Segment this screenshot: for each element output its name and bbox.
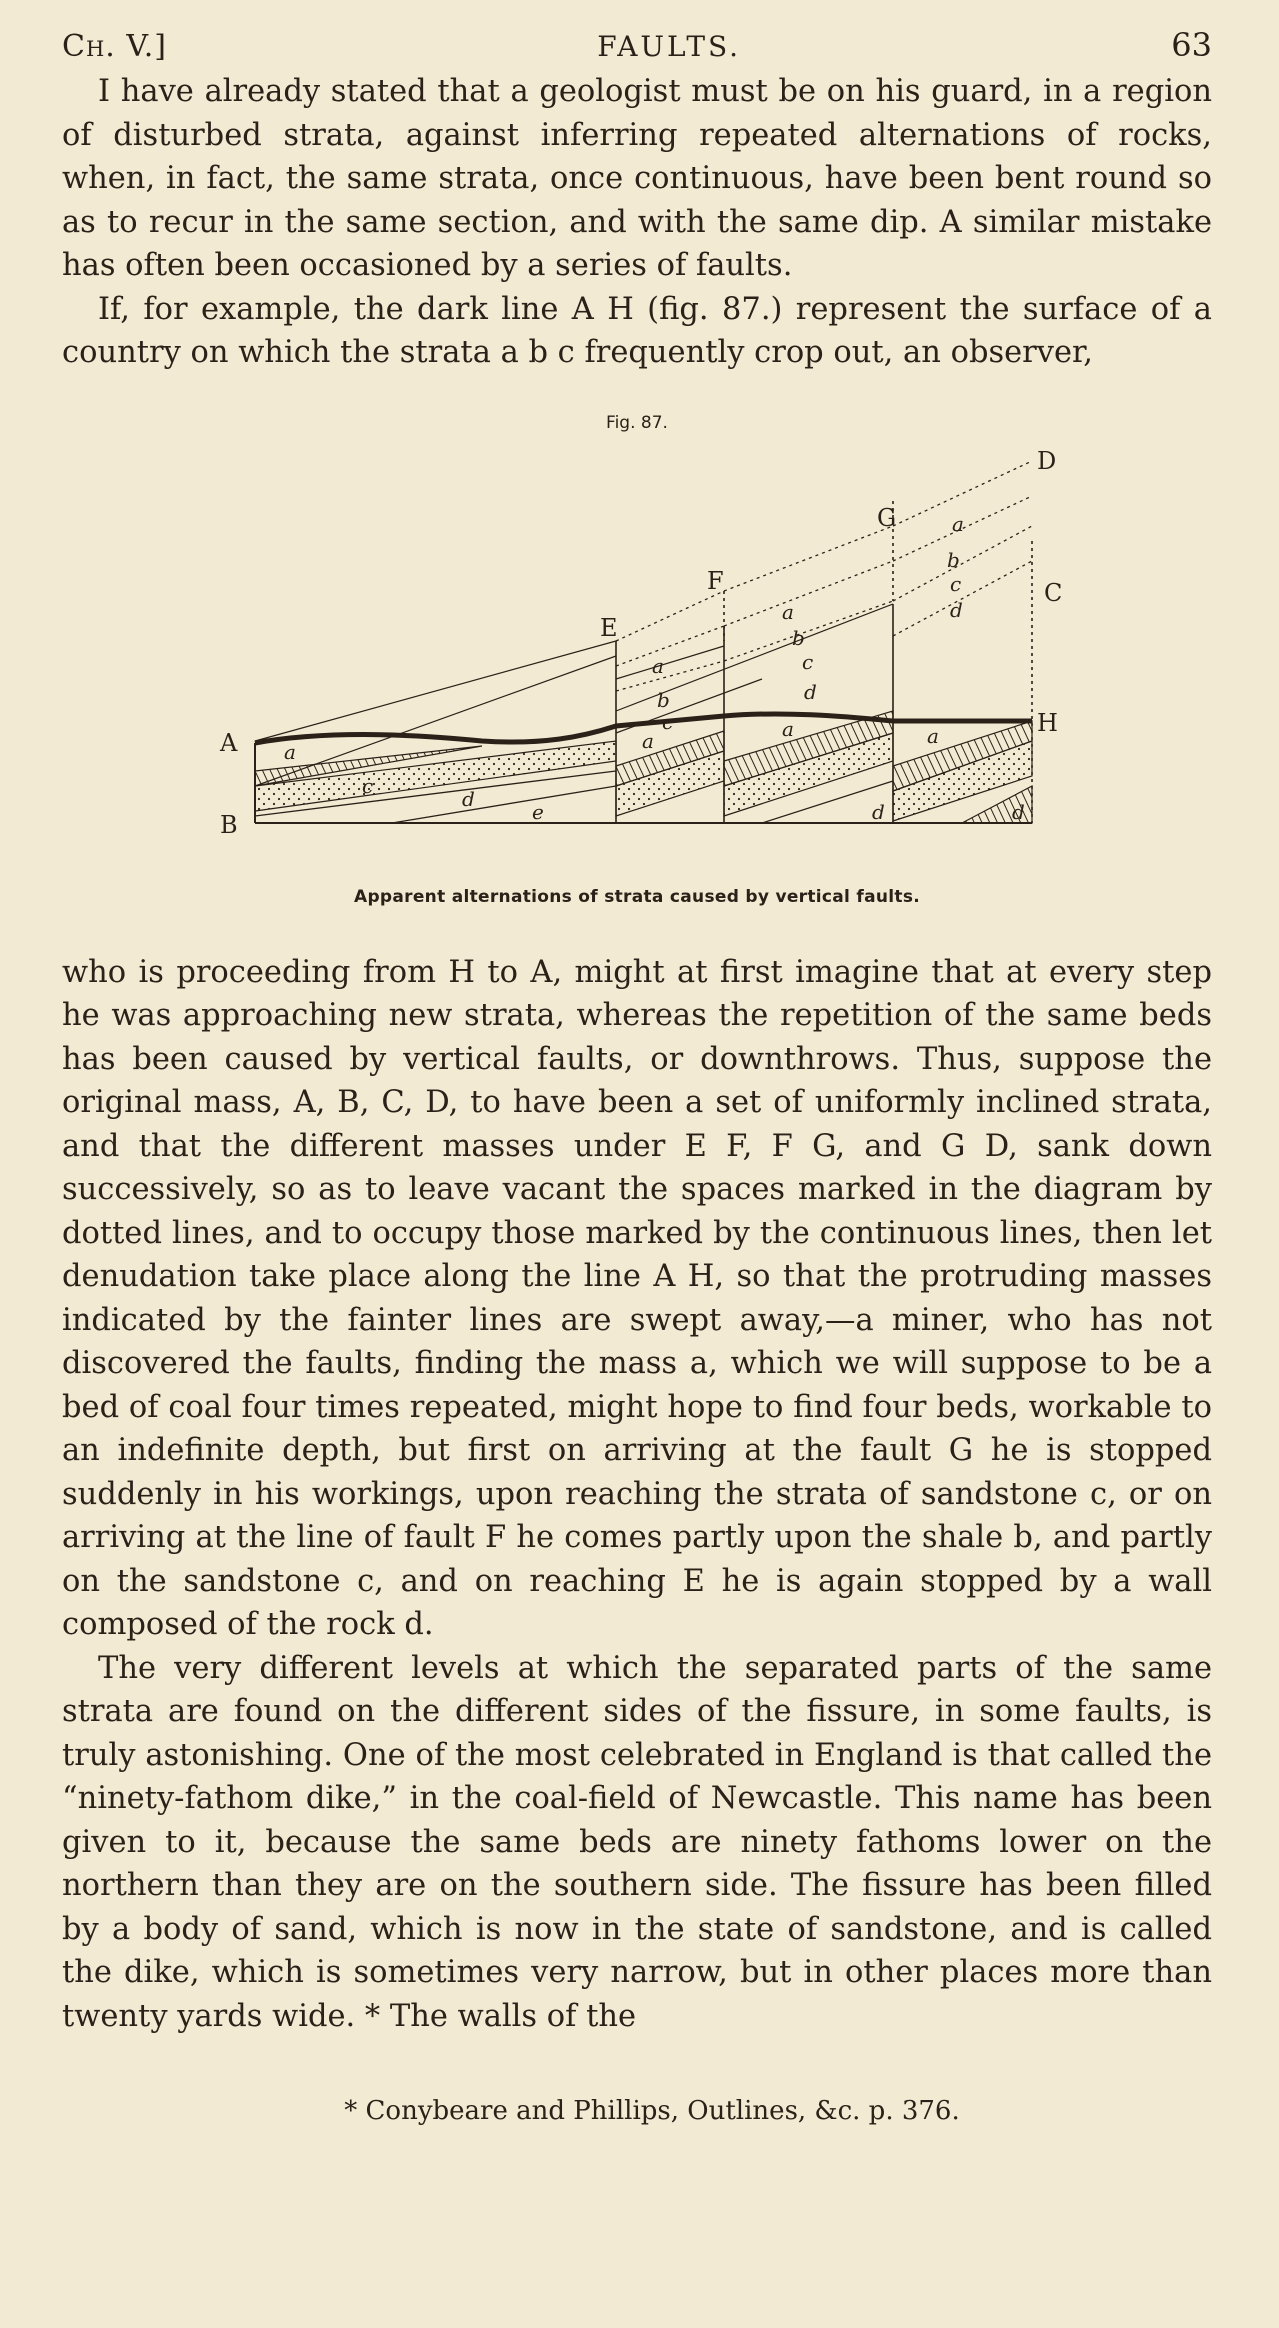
stratum-c-label-2: c: [662, 709, 674, 734]
stratum-d-label-2: d: [804, 679, 817, 704]
figure-caption: Apparent alternations of strata caused by vertical faults.: [353, 886, 921, 907]
stratum-c-label-1: c: [362, 773, 374, 798]
dotted-strata: [616, 461, 1032, 691]
running-title: FAULTS.: [597, 30, 742, 63]
stratum-d-label-5: d: [1012, 799, 1025, 824]
stratum-d-label-1: d: [462, 786, 475, 811]
point-c-label: C: [1044, 578, 1063, 607]
point-f-label: F: [707, 566, 724, 595]
fault-diagram-svg: [62, 441, 1212, 881]
chapter-label: Ch. V.]: [62, 29, 168, 64]
point-a-label: A: [220, 728, 238, 757]
stratum-a-label-4: a: [952, 511, 964, 536]
paragraph-4: The very different levels at which the separated parts of the same strata are found on the different sides of the fissure, in some faults, is truly astonishing. One of the most celebrated in England is that called the “ninety-fathom dike,” in the coal-field of Newcastle. This name has been given to it, because the same beds are ninety fathoms lower on the northern than they are on the southern side. The fissure has been filled by a body of sand, which is now in the state of sandstone, and is called the dike, which is sometimes very narrow, but in other places more than twenty yards wide. * The walls of the: [62, 1650, 1212, 2034]
point-d-label: D: [1037, 446, 1057, 475]
stratum-b-label-3: b: [947, 547, 960, 572]
stratum-c-label-4: c: [950, 571, 962, 596]
point-e-label: E: [600, 613, 618, 642]
stratum-c-label-3: c: [802, 649, 814, 674]
stratum-b-label-1: b: [657, 687, 670, 712]
stratum-d-label-3: d: [950, 597, 963, 622]
stratum-a-label-7: a: [927, 723, 939, 748]
paragraph-1: I have already stated that a geologist must be on his guard, in a region of disturbed strata, against inferring repeated alternations of rocks, when, in fact, the same strata, once continuous, have been bent round so as to recur in the same section, and with the same dip. A similar mistake has often been occasioned by a series of faults.: [62, 74, 1212, 283]
point-h-label: H: [1037, 708, 1058, 737]
fault-diagram: [62, 441, 1212, 951]
stratum-a-label-2: a: [652, 653, 664, 678]
stratum-d-label-4: d: [872, 799, 885, 824]
stratum-b-label-2: b: [792, 625, 805, 650]
stratum-a-label-3: a: [782, 599, 794, 624]
paragraph-2: If, for example, the dark line A H (fig. 87.) represent the surface of a country on which the strata a b c frequently crop out, an observer,: [62, 291, 1212, 370]
block-3-strata: [724, 711, 893, 823]
stratum-a-label-6: a: [782, 716, 794, 741]
stratum-a-label-1: a: [284, 739, 296, 764]
paragraph-3: who is proceeding from H to A, might at first imagine that at every step he was approaching new strata, whereas the repetition of the same beds has been caused by vertical faults, or downthrows. Thus, suppose the original mass, A, B, C, D, to have been a set of uniformly inclined strata, and that the different masses under E F, F G, and G D, sank down successively, so as to leave vacant the spaces marked in the diagram by dotted lines, and to occupy those marked by the continuous lines, then let denudation take place along the line A H, so that the protruding masses indicated by the fainter lines are swept away,—a miner, who has not discovered the faults, finding the mass a, which we will suppose to be a bed of coal four times repeated, might hope to find four beds, workable to an indefinite depth, but first on arriving at the fault G he is stopped suddenly in his workings, upon reaching the strata of sandstone c, or on arriving at the line of fault F he comes partly upon the shale b, and partly on the sandstone c, and on reaching E he is again stopped by a wall composed of the rock d.: [62, 954, 1212, 1642]
point-b-label: B: [220, 810, 238, 839]
block-2-strata: [616, 728, 724, 816]
figure-label: Fig. 87.: [606, 412, 668, 433]
page-number: 63: [1171, 26, 1212, 64]
footnote: * Conybeare and Phillips, Outlines, &c. p. 376.: [344, 2096, 960, 2126]
book-page: [62, 26, 1212, 2126]
point-g-label: G: [877, 503, 897, 532]
stratum-a-label-5: a: [642, 728, 654, 753]
block-1-strata: [255, 741, 616, 823]
stratum-e-label: e: [532, 799, 544, 824]
running-header: [62, 26, 1212, 70]
